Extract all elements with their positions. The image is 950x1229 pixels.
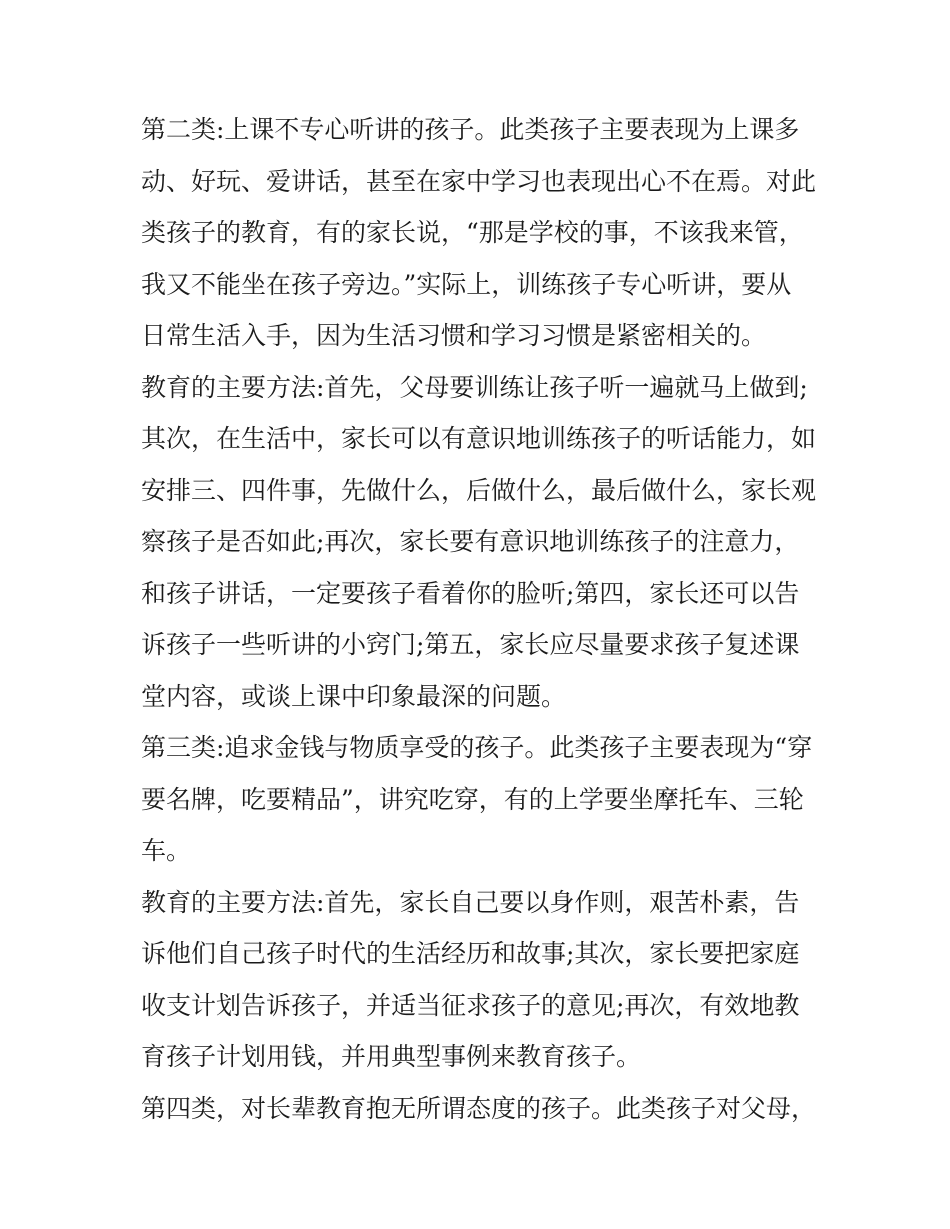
text-line: 教育的主要方法:首先，家长自己要以身作则，艰苦朴素，告: [141, 887, 800, 917]
text-line: 堂内容，或谈上课中印象最深的问题。: [141, 681, 567, 711]
text-line: 收支计划告诉孩子，并适当征求孩子的意见;再次，有效地教: [141, 990, 800, 1020]
text-line: 第三类:追求金钱与物质享受的孩子。此类孩子主要表现为“穿: [141, 733, 813, 762]
text-line: 诉他们自己孩子时代的生活经历和故事;其次，家长要把家庭: [141, 939, 800, 968]
text-line: 动、好玩、爱讲话，甚至在家中学习也表现出心不在焉。对此: [141, 166, 817, 196]
text-line: 育孩子计划用钱，并用典型事例来教育孩子。: [141, 1042, 642, 1071]
text-line: 安排三、四件事，先做什么，后做什么，最后做什么，家长观: [141, 475, 817, 505]
text-line: 教育的主要方法:首先，父母要训练让孩子听一遍就马上做到;: [141, 372, 808, 402]
text-line: 要名牌，吃要精品”，讲究吃穿，有的上学要坐摩托车、三轮: [141, 784, 804, 814]
text-line: 类孩子的教育，有的家长说，“那是学校的事，不该我来管，: [141, 218, 804, 247]
text-line: 第四类，对长辈教育抱无所谓态度的孩子。此类孩子对父母，: [141, 1093, 817, 1123]
text-line: 日常生活入手，因为生活习惯和学习习惯是紧密相关的。: [141, 321, 767, 350]
text-line: 察孩子是否如此;再次，家长要有意识地训练孩子的注意力，: [141, 527, 800, 556]
text-line: 车。: [141, 836, 192, 865]
text-line: 和孩子讲话，一定要孩子看着你的脸听;第四，家长还可以告: [141, 578, 800, 608]
text-line: 其次，在生活中，家长可以有意识地训练孩子的听话能力，如: [141, 424, 817, 453]
text-line: 我又不能坐在孩子旁边。”实际上，训练孩子专心听讲，要从: [141, 269, 792, 299]
document-body: [141, 104, 831, 1134]
text-line: 诉孩子一些听讲的小窍门;第五，家长应尽量要求孩子复述课: [141, 630, 800, 659]
text-line: 第二类:上课不专心听讲的孩子。此类孩子主要表现为上课多: [141, 115, 800, 144]
